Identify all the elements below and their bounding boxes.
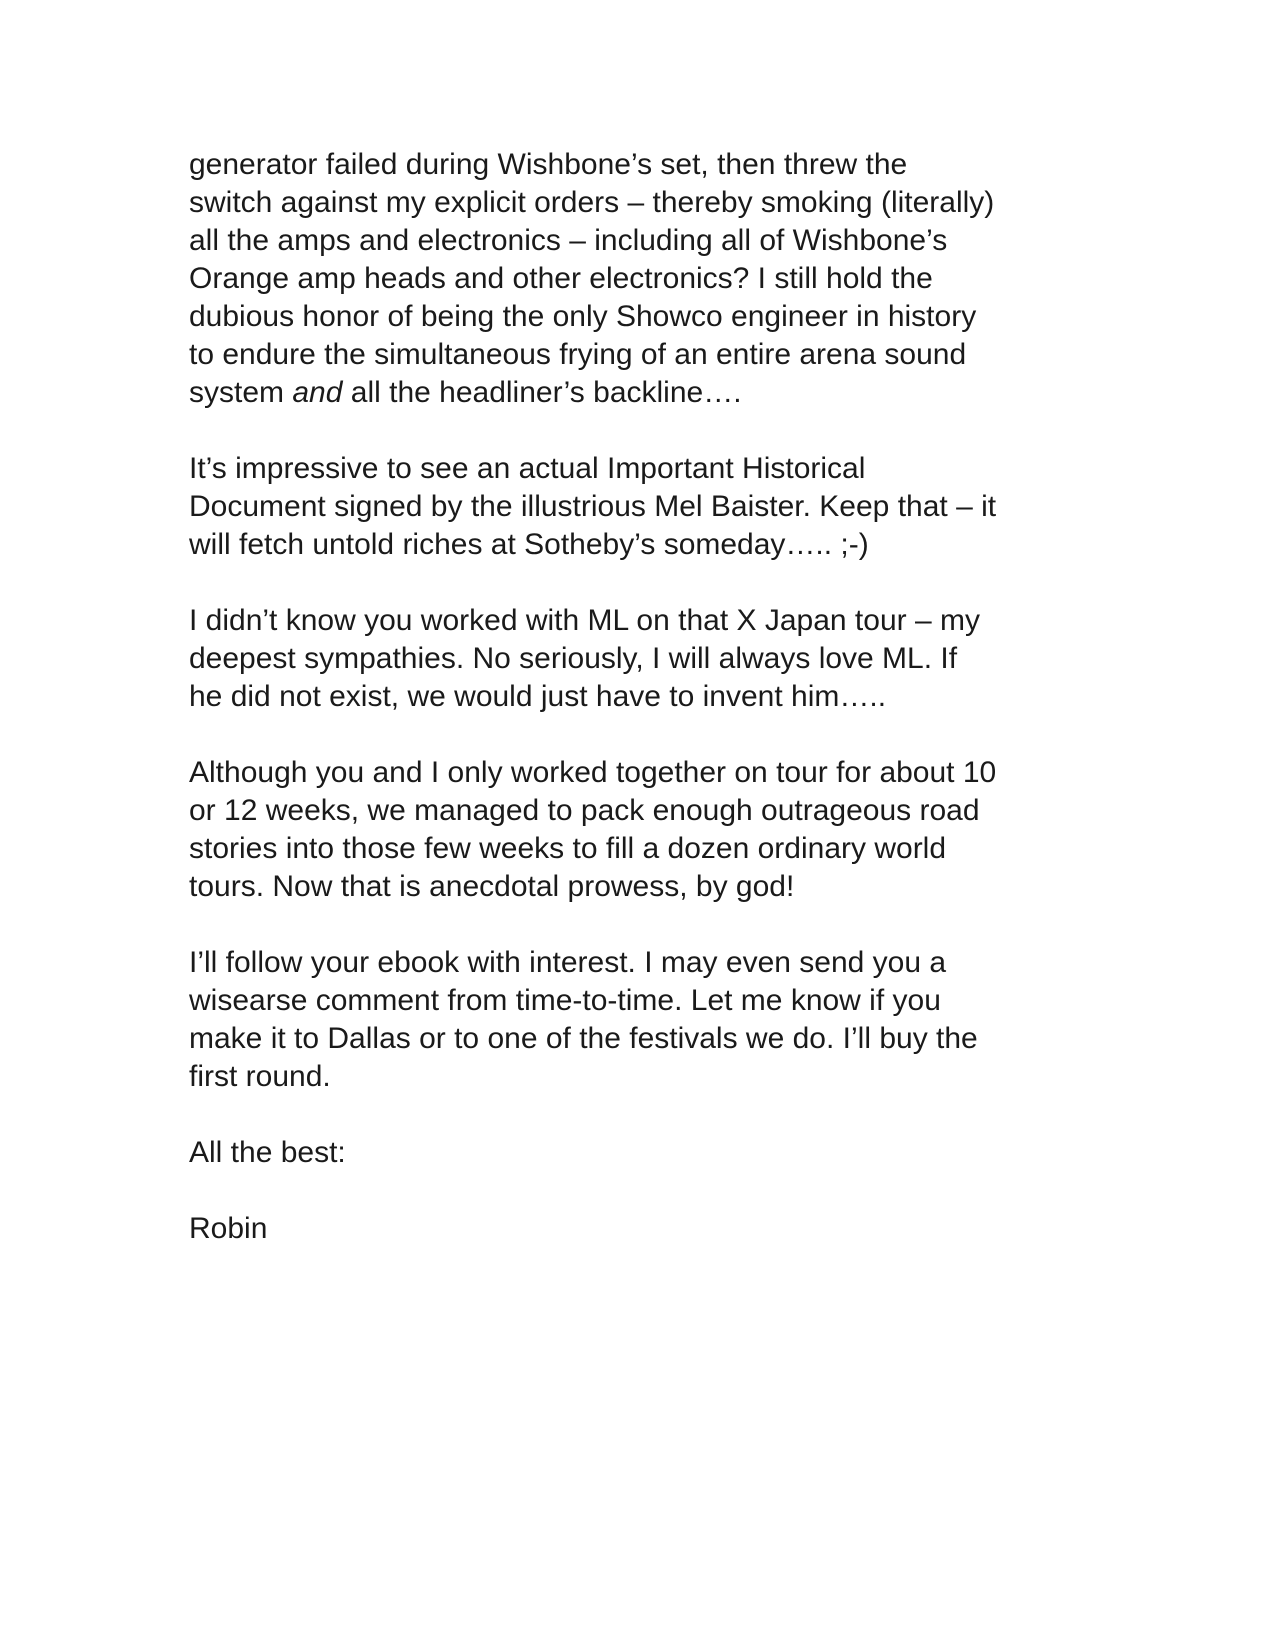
text-line: dubious honor of being the only Showco engineer in history	[189, 300, 977, 333]
paragraph-ebook	[189, 944, 1109, 1096]
text-line: to endure the simultaneous frying of an entire arena sound	[189, 338, 967, 371]
text-line: stories into those few weeks to fill a dozen ordinary world	[189, 832, 947, 865]
closing	[189, 1134, 1109, 1172]
text-line: all the amps and electronics – including all of Wishbone’s	[189, 224, 948, 257]
text-run: system	[189, 376, 293, 409]
text-line: make it to Dallas or to one of the festivals we do. I’ll buy the	[189, 1022, 978, 1055]
text-line: will fetch untold riches at Sotheby’s someday….. ;-)	[189, 528, 869, 561]
text-line	[189, 374, 1109, 412]
letter-body	[189, 146, 1109, 1248]
text-line: It’s impressive to see an actual Important Historical	[189, 452, 866, 485]
text-line: he did not exist, we would just have to invent him…..	[189, 680, 887, 713]
signature	[189, 1210, 1109, 1248]
paragraph-generator-incident	[189, 146, 1109, 412]
text-run: all the headliner’s backline….	[342, 376, 742, 409]
text-line: wisearse comment from time-to-time. Let me know if you	[189, 984, 941, 1017]
text-line: tours. Now that is anecdotal prowess, by god!	[189, 870, 795, 903]
text-line: generator failed during Wishbone’s set, then threw the	[189, 148, 908, 181]
italic-emphasis: and	[292, 376, 343, 409]
text-line: switch against my explicit orders – thereby smoking (literally)	[189, 186, 995, 219]
text-line: first round.	[189, 1060, 331, 1093]
text-line: or 12 weeks, we managed to pack enough outrageous road	[189, 794, 980, 827]
text-line: deepest sympathies. No seriously, I will always love ML. If	[189, 642, 958, 675]
signature-name: Robin	[189, 1212, 268, 1245]
paragraph-road-stories	[189, 754, 1109, 906]
text-line: Orange amp heads and other electronics? I still hold the	[189, 262, 933, 295]
paragraph-historical-document	[189, 450, 1109, 564]
text-line: Document signed by the illustrious Mel Baister. Keep that – it	[189, 490, 997, 523]
text-line: I’ll follow your ebook with interest. I may even send you a	[189, 946, 947, 979]
paragraph-x-japan-tour	[189, 602, 1109, 716]
text-line: I didn’t know you worked with ML on that X Japan tour – my	[189, 604, 980, 637]
closing-line: All the best:	[189, 1136, 346, 1169]
text-line: Although you and I only worked together on tour for about 10	[189, 756, 997, 789]
